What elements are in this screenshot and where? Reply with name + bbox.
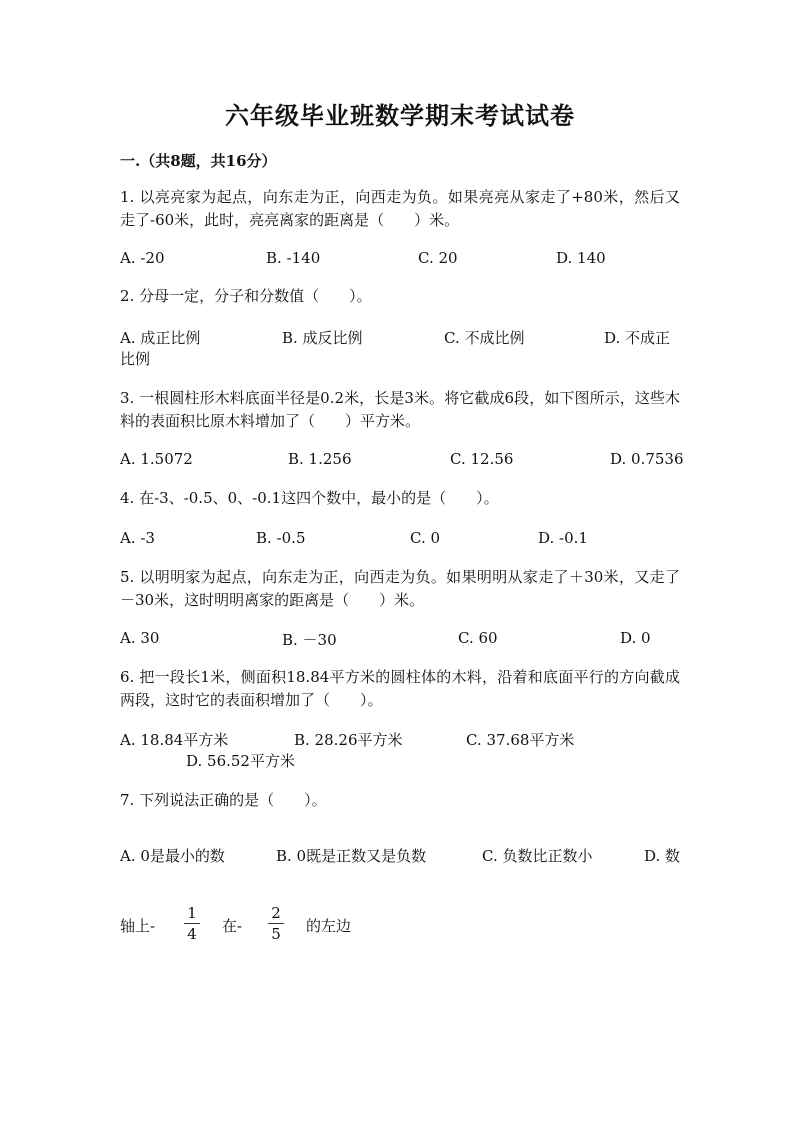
option-d[interactable]: D. 不成正: [604, 329, 671, 347]
fraction-denominator: 5: [271, 925, 281, 943]
option-c[interactable]: C. 12.56: [450, 450, 514, 468]
option-a[interactable]: A. 30: [120, 629, 160, 647]
option-d-wrap-text-1: 轴上-: [120, 917, 156, 935]
question-3: 3. 一根圆柱形木料底面半径是0.2米，长是3米。将它截成6段，如下图所示，这些木料的表面积比原木料增加了（ ）平方米。: [120, 389, 680, 430]
question-4-options: [120, 529, 680, 553]
option-b[interactable]: B. 1.256: [288, 450, 352, 468]
question-2-options: [120, 327, 680, 351]
option-b[interactable]: B. -140: [266, 249, 321, 267]
option-c[interactable]: C. 不成比例: [444, 329, 525, 347]
option-d[interactable]: D. 数: [644, 847, 681, 865]
question-1-options: [120, 249, 680, 273]
option-b[interactable]: B. －30: [282, 631, 337, 649]
question-6: 6. 把一段长1米，侧面积18.84平方米的圆柱体的木料，沿着和底面平行的方向截成两段，这时它的表面积增加了（ ）。: [120, 668, 680, 709]
fraction-denominator: 4: [187, 925, 197, 943]
question-3-options: [120, 450, 684, 474]
question-5-options: [120, 629, 680, 653]
question-7: 7. 下列说法正确的是（ ）。: [120, 791, 327, 809]
option-a[interactable]: A. -20: [120, 249, 165, 267]
question-4: 4. 在-3、-0.5、0、-0.1这四个数中，最小的是（ ）。: [120, 489, 499, 507]
option-d-wrap-text-2: 在-: [222, 917, 243, 935]
question-6-options: [120, 729, 680, 770]
option-d-wrap-text-3: 的左边: [306, 917, 352, 935]
option-a[interactable]: A. 1.5072: [120, 450, 193, 468]
option-d[interactable]: D. 0.7536: [610, 450, 684, 468]
option-b[interactable]: B. 28.26平方米: [294, 731, 403, 749]
option-d[interactable]: D. 140: [556, 249, 606, 267]
option-d-wrap: 比例: [120, 350, 151, 368]
option-a[interactable]: A. 0是最小的数: [120, 847, 225, 865]
fraction-bar: [268, 923, 284, 924]
option-d[interactable]: D. 0: [620, 629, 651, 647]
fraction-1-4: [184, 905, 200, 942]
fraction-numerator: 2: [271, 904, 281, 922]
section-heading: 一.（共8题，共16分）: [120, 152, 277, 170]
option-a[interactable]: A. 成正比例: [120, 329, 201, 347]
option-b[interactable]: B. 0既是正数又是负数: [276, 847, 427, 865]
fraction-2-5: [268, 905, 284, 942]
fraction-numerator: 1: [187, 904, 197, 922]
option-a[interactable]: A. -3: [120, 529, 155, 547]
page-title: 六年级毕业班数学期末考试试卷: [225, 101, 575, 130]
option-b[interactable]: B. -0.5: [256, 529, 306, 547]
option-c[interactable]: C. 60: [458, 629, 498, 647]
question-7-options: [120, 845, 680, 869]
fraction-bar: [184, 923, 200, 924]
option-b[interactable]: B. 成反比例: [282, 329, 363, 347]
option-d[interactable]: D. 56.52平方米: [186, 752, 295, 770]
question-1: 1. 以亮亮家为起点，向东走为正，向西走为负。如果亮亮从家走了+80米，然后又走了-60米，此时，亮亮离家的距离是（ ）米。: [120, 188, 680, 229]
question-5: 5. 以明明家为起点，向东走为正，向西走为负。如果明明从家走了＋30米，又走了－30米，这时明明离家的距离是（ ）米。: [120, 568, 680, 609]
option-c[interactable]: C. 20: [418, 249, 458, 267]
option-a[interactable]: A. 18.84平方米: [120, 731, 229, 749]
question-2: 2. 分母一定，分子和分数值（ ）。: [120, 287, 372, 305]
option-d[interactable]: D. -0.1: [538, 529, 588, 547]
option-c[interactable]: C. 0: [410, 529, 441, 547]
option-c[interactable]: C. 37.68平方米: [466, 731, 575, 749]
option-c[interactable]: C. 负数比正数小: [482, 847, 593, 865]
